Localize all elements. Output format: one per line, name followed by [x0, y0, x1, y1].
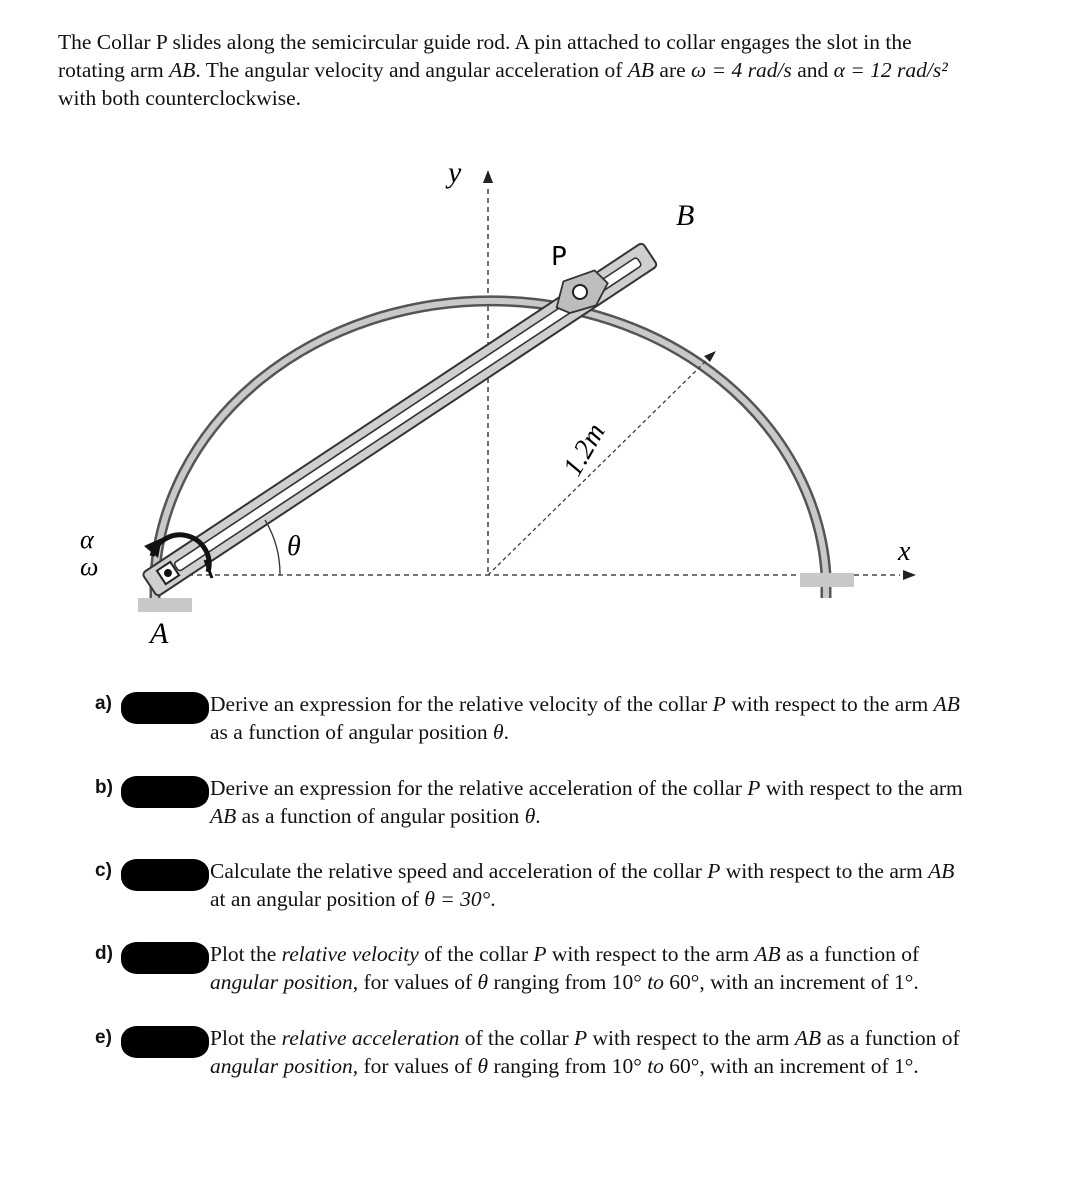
question-letter: a)	[95, 693, 112, 714]
q-emphasis: angular position,	[210, 1054, 359, 1078]
radius-label: 1.2m	[557, 418, 612, 482]
redaction-mark	[121, 859, 209, 891]
q-text: Derive an expression for the relative velocity of the collar	[210, 692, 713, 716]
intro-arm: AB	[627, 58, 655, 82]
q-text: ranging from 10°	[488, 970, 648, 994]
q-text: Calculate the relative speed and acceleration of the collar	[210, 859, 708, 883]
point-a-label: A	[150, 617, 169, 650]
intro-text: with both counterclockwise.	[58, 86, 302, 110]
omega-value: ω = 4 rad/s	[691, 58, 792, 82]
q-symbol: θ	[524, 804, 536, 828]
q-symbol: θ = 30°	[424, 887, 491, 911]
q-text: with respect to the arm	[725, 692, 934, 716]
q-text: of the collar	[418, 942, 534, 966]
q-symbol: θ	[477, 1054, 489, 1078]
q-emphasis: angular position,	[210, 970, 359, 994]
radius-line	[488, 357, 710, 575]
point-b-label: B	[676, 199, 695, 232]
question-text	[95, 857, 975, 913]
q-symbol: AB	[210, 804, 237, 828]
support-a	[138, 598, 192, 612]
q-symbol: P	[533, 942, 547, 966]
q-text: ranging from 10°	[488, 1054, 648, 1078]
q-symbol: AB	[794, 1026, 822, 1050]
redaction-mark	[121, 942, 209, 974]
q-text: with respect to the arm	[546, 942, 755, 966]
q-text: .	[490, 887, 496, 911]
omega-label: ω	[80, 552, 99, 581]
q-text: .	[503, 720, 509, 744]
intro-text: and	[791, 58, 834, 82]
y-axis-arrow	[483, 170, 493, 183]
theta-arc	[265, 520, 280, 575]
q-symbol: θ	[493, 720, 504, 744]
intro-text: . The angular velocity and angular acceleration of	[195, 58, 628, 82]
q-symbol: AB	[754, 942, 781, 966]
question-letter: d)	[95, 943, 113, 964]
q-text: Plot the	[210, 942, 282, 966]
q-text: .	[535, 804, 541, 828]
y-axis-label: y	[448, 156, 462, 189]
q-text: at an angular position of	[210, 887, 425, 911]
q-emphasis: to	[647, 970, 664, 994]
question-text	[95, 1024, 975, 1080]
q-text: of the collar	[459, 1026, 574, 1050]
q-emphasis: relative acceleration	[281, 1026, 460, 1050]
q-text: as a function of angular position	[236, 804, 525, 828]
question-e	[95, 1024, 975, 1080]
q-symbol: AB	[933, 692, 960, 716]
q-text: for values of	[358, 1054, 478, 1078]
question-a	[95, 690, 975, 746]
theta-label: θ	[287, 531, 301, 562]
q-symbol: θ	[477, 970, 489, 994]
q-emphasis: relative velocity	[281, 942, 419, 966]
q-emphasis: to	[647, 1054, 664, 1078]
q-symbol: AB	[928, 859, 955, 883]
question-d	[95, 940, 975, 996]
question-text	[95, 940, 975, 996]
intro-text: The Collar P slides along the semicircular guide rod. A pin attached to collar engages the slot in the rotating arm	[58, 30, 912, 82]
x-axis-arrow	[903, 570, 916, 580]
q-symbol: P	[712, 692, 726, 716]
x-axis-label: x	[898, 536, 911, 567]
alpha-value: α = 12 rad/s²	[833, 58, 948, 82]
question-text	[95, 774, 975, 830]
q-text: with respect to the arm	[760, 776, 963, 800]
q-text: as a function of	[821, 1026, 960, 1050]
q-text: with respect to the arm	[587, 1026, 795, 1050]
q-text: as a function of	[780, 942, 920, 966]
question-c	[95, 857, 975, 913]
alpha-label: α	[80, 525, 94, 554]
question-text	[95, 690, 975, 746]
question-letter: b)	[95, 777, 113, 798]
q-text: with respect to the arm	[720, 859, 929, 883]
point-p-label: P	[551, 242, 567, 272]
q-text: as a function of angular position	[210, 720, 494, 744]
q-text: Derive an expression for the relative acceleration of the collar	[210, 776, 748, 800]
question-letter: c)	[95, 860, 112, 881]
intro-text: are	[654, 58, 692, 82]
question-letter: e)	[95, 1027, 112, 1048]
support-right	[800, 573, 854, 587]
q-symbol: P	[707, 859, 721, 883]
question-b	[95, 774, 975, 830]
redaction-mark	[121, 692, 209, 724]
q-text: for values of	[358, 970, 478, 994]
q-text: 60°, with an increment of 1°.	[663, 970, 919, 994]
radius-arrow	[704, 351, 716, 362]
q-symbol: P	[747, 776, 761, 800]
redaction-mark	[121, 1026, 209, 1058]
intro-arm: AB	[169, 58, 196, 82]
q-text: 60°, with an increment of 1°.	[663, 1054, 919, 1078]
q-symbol: P	[574, 1026, 588, 1050]
q-text: Plot the	[210, 1026, 282, 1050]
redaction-mark	[121, 776, 209, 808]
